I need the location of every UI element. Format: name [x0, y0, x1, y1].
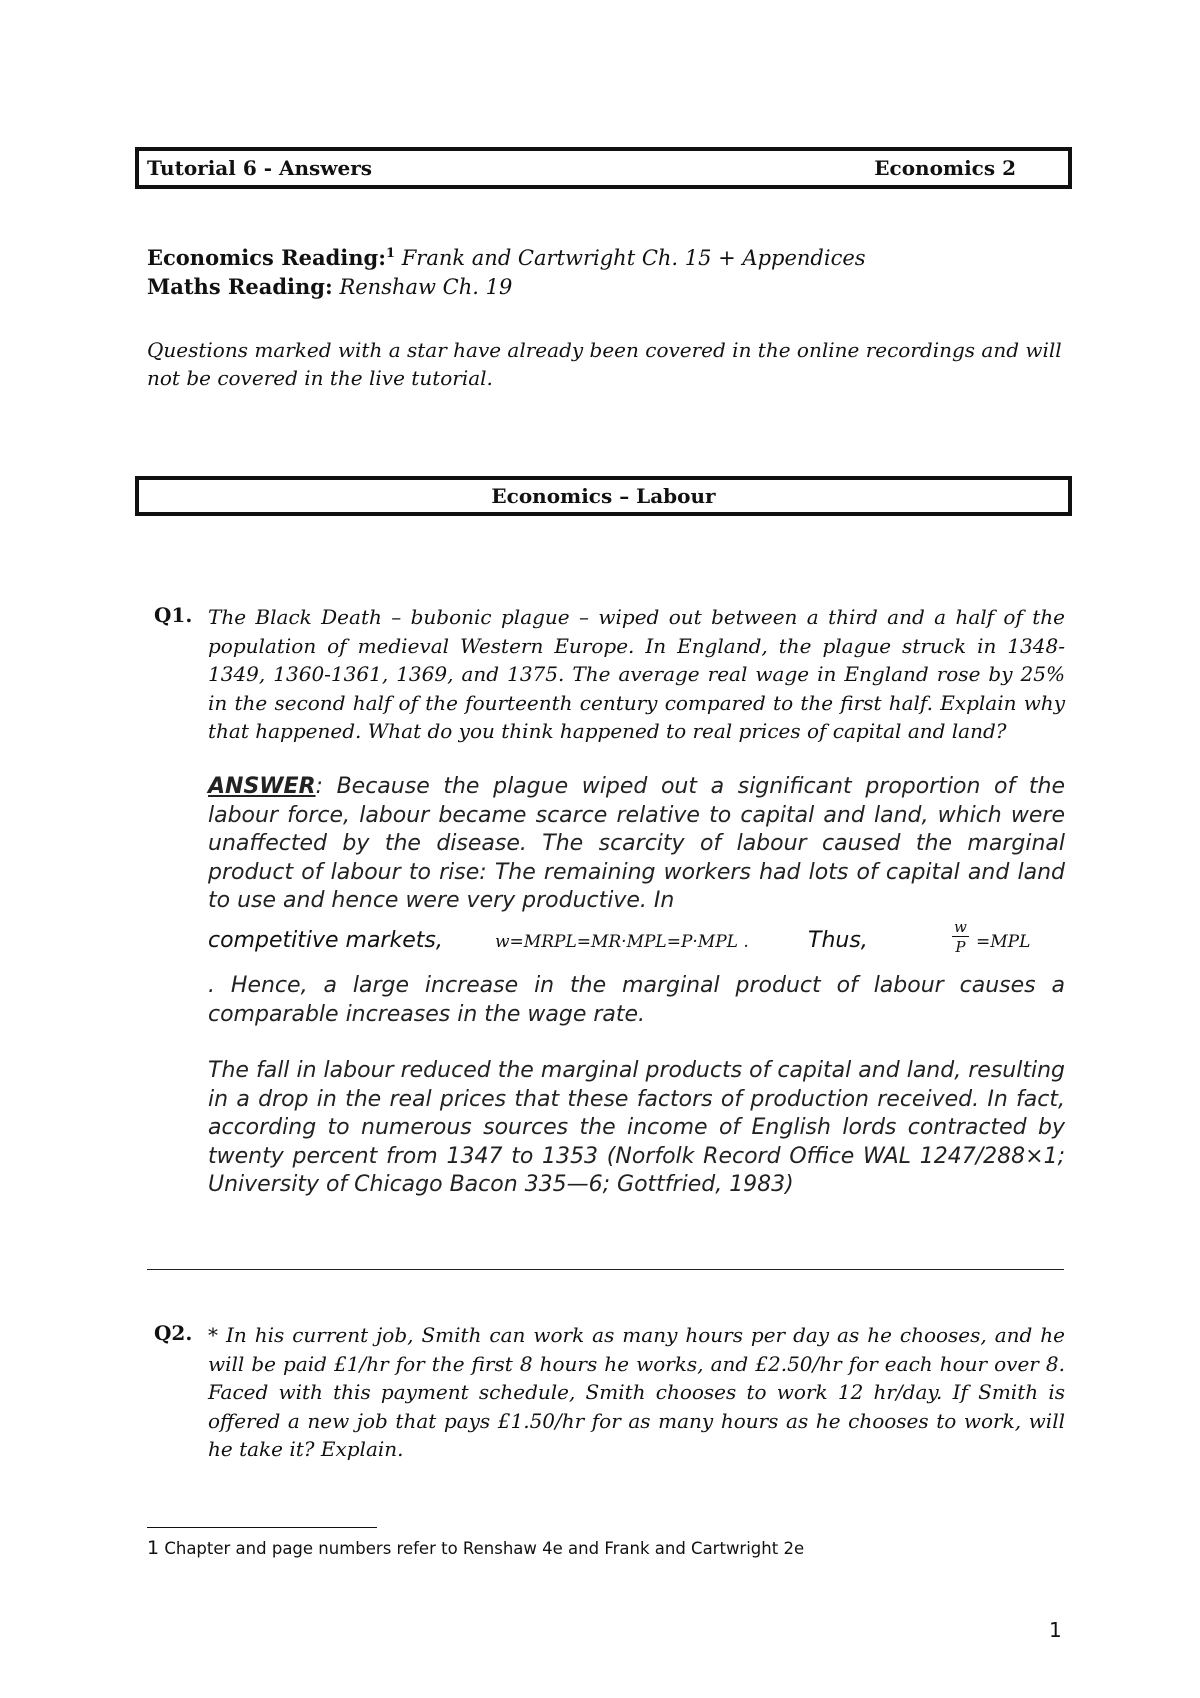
page-number: 1	[1049, 1618, 1062, 1642]
footnote-text: Chapter and page numbers refer to Renshaw 4e and Frank and Cartwright 2e	[164, 1539, 805, 1558]
q1-label: Q1.	[154, 603, 193, 627]
economics-reading	[147, 245, 866, 270]
header-box	[135, 147, 1072, 189]
q1-answer-p1	[208, 773, 1065, 916]
q2-text: * In his current job, Smith can work as many hours per day as he chooses, and he will be paid £1/hr for the first 8 hours he works, and £2.50/hr for each hour over 8. Faced with this payment schedule, Smith chooses to work 12 hr/day. If Smith is offered a new job that pays £1.50/hr for as many hours as he chooses to work, will he take it? Explain.	[208, 1323, 1065, 1461]
maths-reading	[147, 274, 512, 299]
section-title: Economics – Labour	[135, 476, 1072, 516]
q1-answer-p1b: . Hence, a large increase in the marginal product of labour causes a comparable increases in the wage rate.	[208, 973, 1065, 1027]
fraction-denominator: P	[955, 938, 966, 956]
header-course: Economics 2	[874, 156, 1016, 180]
footnote-marker: 1	[147, 1537, 160, 1559]
economics-reading-label: Economics Reading:	[147, 245, 386, 270]
q2-label: Q2.	[154, 1321, 193, 1345]
fraction-numerator: w	[954, 918, 967, 936]
math-prefix: competitive markets,	[208, 928, 443, 953]
maths-reading-text: Renshaw Ch. 19	[339, 275, 513, 299]
divider-line	[147, 1269, 1064, 1270]
answer-label: ANSWER	[208, 774, 316, 799]
q1-math-line	[208, 918, 1065, 966]
maths-reading-label: Maths Reading:	[147, 274, 333, 299]
math-thus: Thus,	[808, 928, 868, 953]
header-title: Tutorial 6 - Answers	[147, 156, 373, 180]
footnote-rule	[147, 1527, 377, 1528]
footnote	[147, 1537, 804, 1559]
footnote-ref: 1	[385, 246, 396, 261]
wage-equation: w=MRPL=MR·MPL=P·MPL .	[495, 932, 749, 952]
economics-reading-text: Frank and Cartwright Ch. 15 + Appendices	[401, 246, 866, 270]
wage-fraction	[952, 918, 969, 957]
q1-text: The Black Death – bubonic plague – wiped out between a third and a half of the population of medieval Western Europe. In England, the plague struck in 1348-1349, 1360-1361, 1369, and 1375. The average real wage in England rose by 25% in the second half of the fourteenth century compared to the first half. Explain why that happened. What do you think happened to real prices of capital and land?	[208, 605, 1065, 743]
answer-text-1: : Because the plague wiped out a significant proportion of the labour force, labour became scarce relative to capital and land, which were unaffected by the disease. The scarcity of labour caused the marginal product of labour to rise: The remaining workers had lots of capital and land to use and hence were very productive. In	[208, 774, 1065, 913]
star-note: Questions marked with a star have already been covered in the online recordings and will not be covered in the live tutorial.	[147, 338, 1062, 390]
fraction-rhs: =MPL	[976, 932, 1031, 952]
q1-answer-p2: The fall in labour reduced the marginal products of capital and land, resulting in a drop in the real prices that these factors of production received. In fact, according to numerous sources the income of English lords contracted by twenty percent from 1347 to 1353 (Norfolk Record Office WAL 1247/288×1; University of Chicago Bacon 335—6; Gottfried, 1983)	[208, 1058, 1065, 1197]
